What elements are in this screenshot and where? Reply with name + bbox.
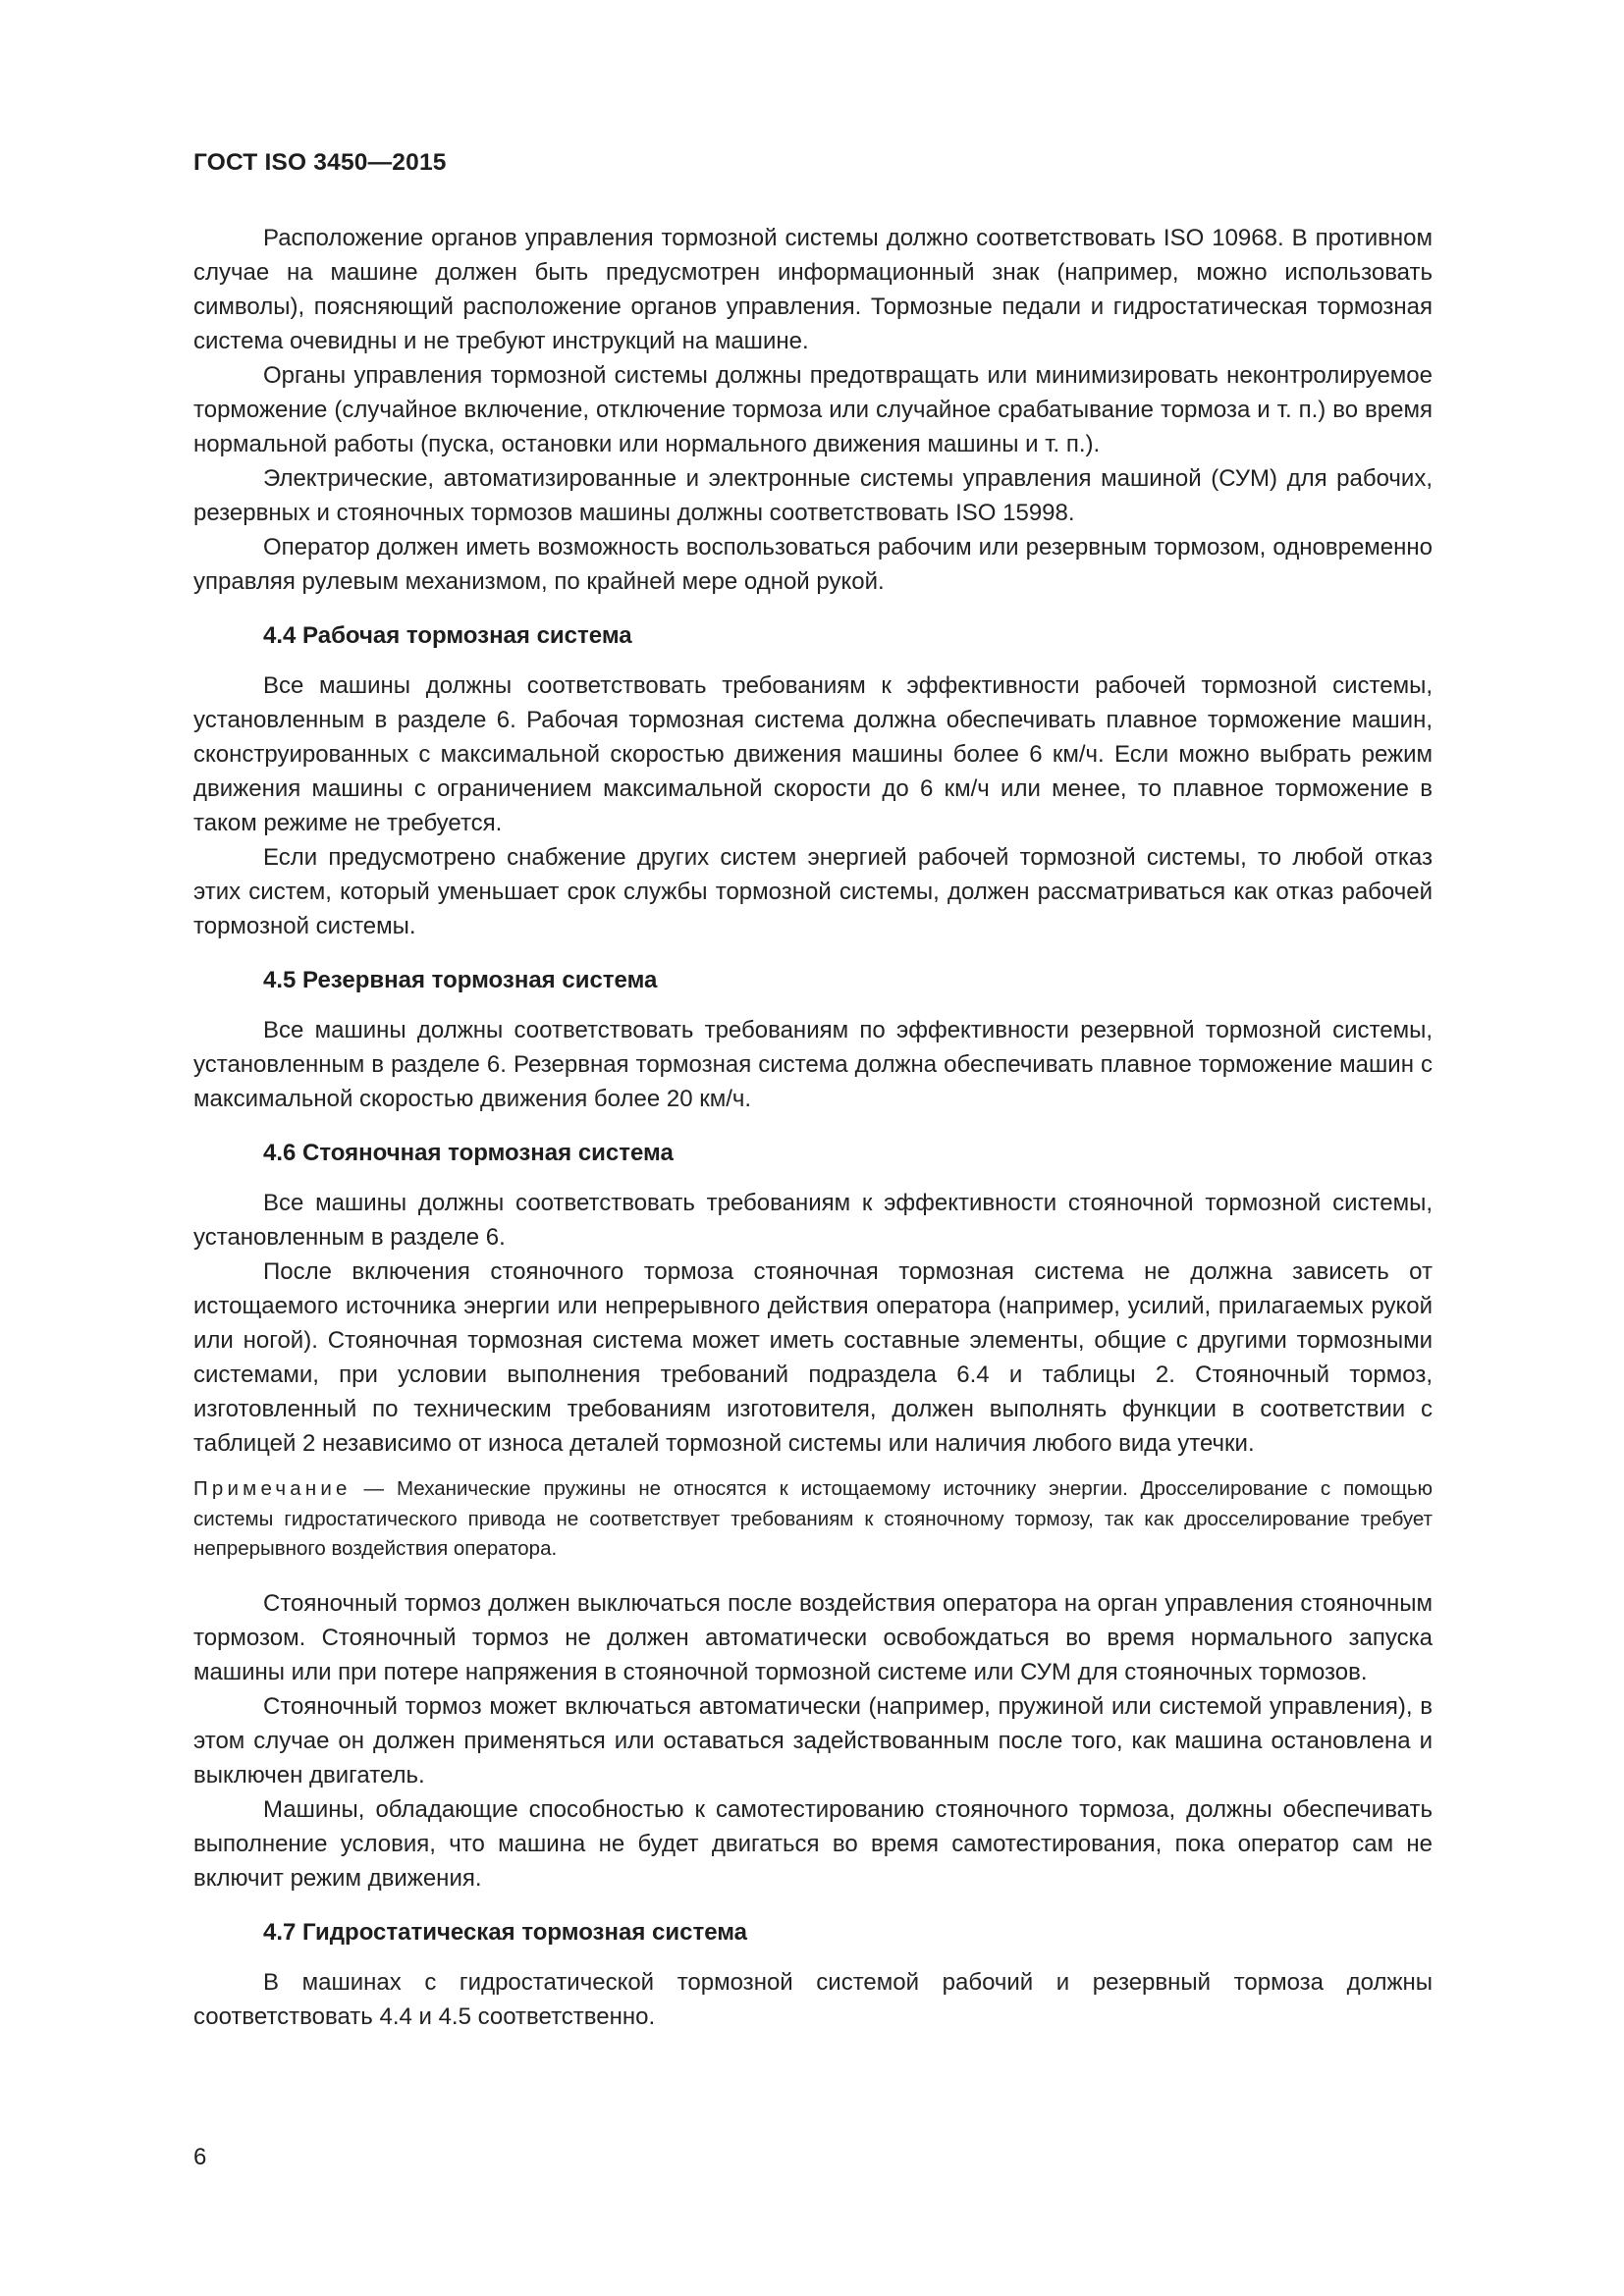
section-4-7-heading: 4.7 Гидростатическая тормозная система	[263, 1918, 748, 1946]
section-4-6-paragraph-2: После включения стояночного тормоза стояночная тормозная система не должна зависеть от истощаемого источника энергии или непрерывного действия оператора (например, усилий, прилагаемых рукой или ногой). Стояночная тормозная система может иметь составные элементы, общие с другими тормозными системами, при условии выполнения требований подраздела 6.4 и таблицы 2. Стояночный тормоз, изготовленный по техническим требованиям изготовителя, должен выполнять функции в соответствии с таблицей 2 независимо от износа деталей тормозной системы или наличия любого вида утечки.	[193, 1258, 1433, 1457]
note-text: Механические пружины не относятся к истощаемому источнику энергии. Дросселирование с помощью системы гидростатического привода не соответствует требованиям к стояночному тормозу, так как дросселирование требует непрерывного воздействия оператора.	[193, 1477, 1433, 1560]
note-dash: —	[351, 1477, 397, 1500]
section-4-5-paragraph-1: Все машины должны соответствовать требованиям по эффективности резервной тормозной системы, установленным в разделе 6. Резервная тормозная система должна обеспечивать плавное торможение машин с максимальной скоростью движения более 20 км/ч.	[193, 1017, 1433, 1112]
intro-paragraph-1: Расположение органов управления тормозной системы должно соответствовать ISO 10968. В противном случае на машине должен быть предусмотрен информационный знак (например, можно использовать символы), поясняющий расположение органов управления. Тормозные педали и гидростатическая тормозная система очевидны и не требуют инструкций на машине.	[193, 225, 1433, 354]
section-4-4-paragraph-2: Если предусмотрено снабжение других систем энергией рабочей тормозной системы, то любой отказ этих систем, который уменьшает срок службы тормозной системы, должен рассматриваться как отказ рабочей тормозной системы.	[193, 844, 1433, 939]
intro-paragraph-4: Оператор должен иметь возможность воспользоваться рабочим или резервным тормозом, одновременно управляя рулевым механизмом, по крайней мере одной рукой.	[193, 534, 1433, 595]
document-body	[193, 221, 1433, 2034]
intro-paragraph-2: Органы управления тормозной системы должны предотвращать или минимизировать неконтролируемое торможение (случайное включение, отключение тормоза или случайное срабатывание тормоза и т. п.) во время нормальной работы (пуска, остановки или нормального движения машины и т. п.).	[193, 362, 1433, 457]
section-4-6-paragraph-1: Все машины должны соответствовать требованиям к эффективности стояночной тормозной системы, установленным в разделе 6.	[193, 1190, 1433, 1251]
section-4-4-heading: 4.4 Рабочая тормозная система	[263, 622, 632, 649]
section-4-6-heading: 4.6 Стояночная тормозная система	[263, 1140, 674, 1166]
section-4-6-paragraph-3: Стояночный тормоз должен выключаться после воздействия оператора на орган управления стояночным тормозом. Стояночный тормоз не должен автоматически освобождаться во время нормального запуска машины или при потере напряжения в стояночной тормозной системе или СУМ для стояночных тормозов.	[193, 1589, 1433, 1685]
page-number: 6	[193, 2144, 207, 2170]
section-4-6-note	[193, 1474, 1433, 1565]
section-4-5-heading: 4.5 Резервная тормозная система	[263, 967, 658, 993]
section-4-7-paragraph-1: В машинах с гидростатической тормозной системой рабочий и резервный тормоза должны соответствовать 4.4 и 4.5 соответственно.	[193, 1968, 1433, 2030]
section-4-6-paragraph-5: Машины, обладающие способностью к самотестированию стояночного тормоза, должны обеспечивать выполнение условия, что машина не будет двигаться во время самотестирования, пока оператор сам не включит режим движения.	[193, 1795, 1433, 1892]
section-4-6-paragraph-4: Стояночный тормоз может включаться автоматически (например, пружиной или системой управления), в этом случае он должен применяться или оставаться задействованным после того, как машина остановлена и выключен двигатель.	[193, 1692, 1433, 1789]
note-label: Примечание	[193, 1477, 352, 1500]
section-4-4-paragraph-1: Все машины должны соответствовать требованиям к эффективности рабочей тормозной системы, установленным в разделе 6. Рабочая тормозная система должна обеспечивать плавное торможение машин, сконструированных с максимальной скоростью движения машины более 6 км/ч. Если можно выбрать режим движения машины с ограничением максимальной скорости до 6 км/ч или менее, то плавное торможение в таком режиме не требуется.	[193, 672, 1433, 836]
standard-designation: ГОСТ ISO 3450—2015	[193, 149, 447, 176]
intro-paragraph-3: Электрические, автоматизированные и электронные системы управления машиной (СУМ) для рабочих, резервных и стояночных тормозов машины должны соответствовать ISO 15998.	[193, 465, 1433, 526]
